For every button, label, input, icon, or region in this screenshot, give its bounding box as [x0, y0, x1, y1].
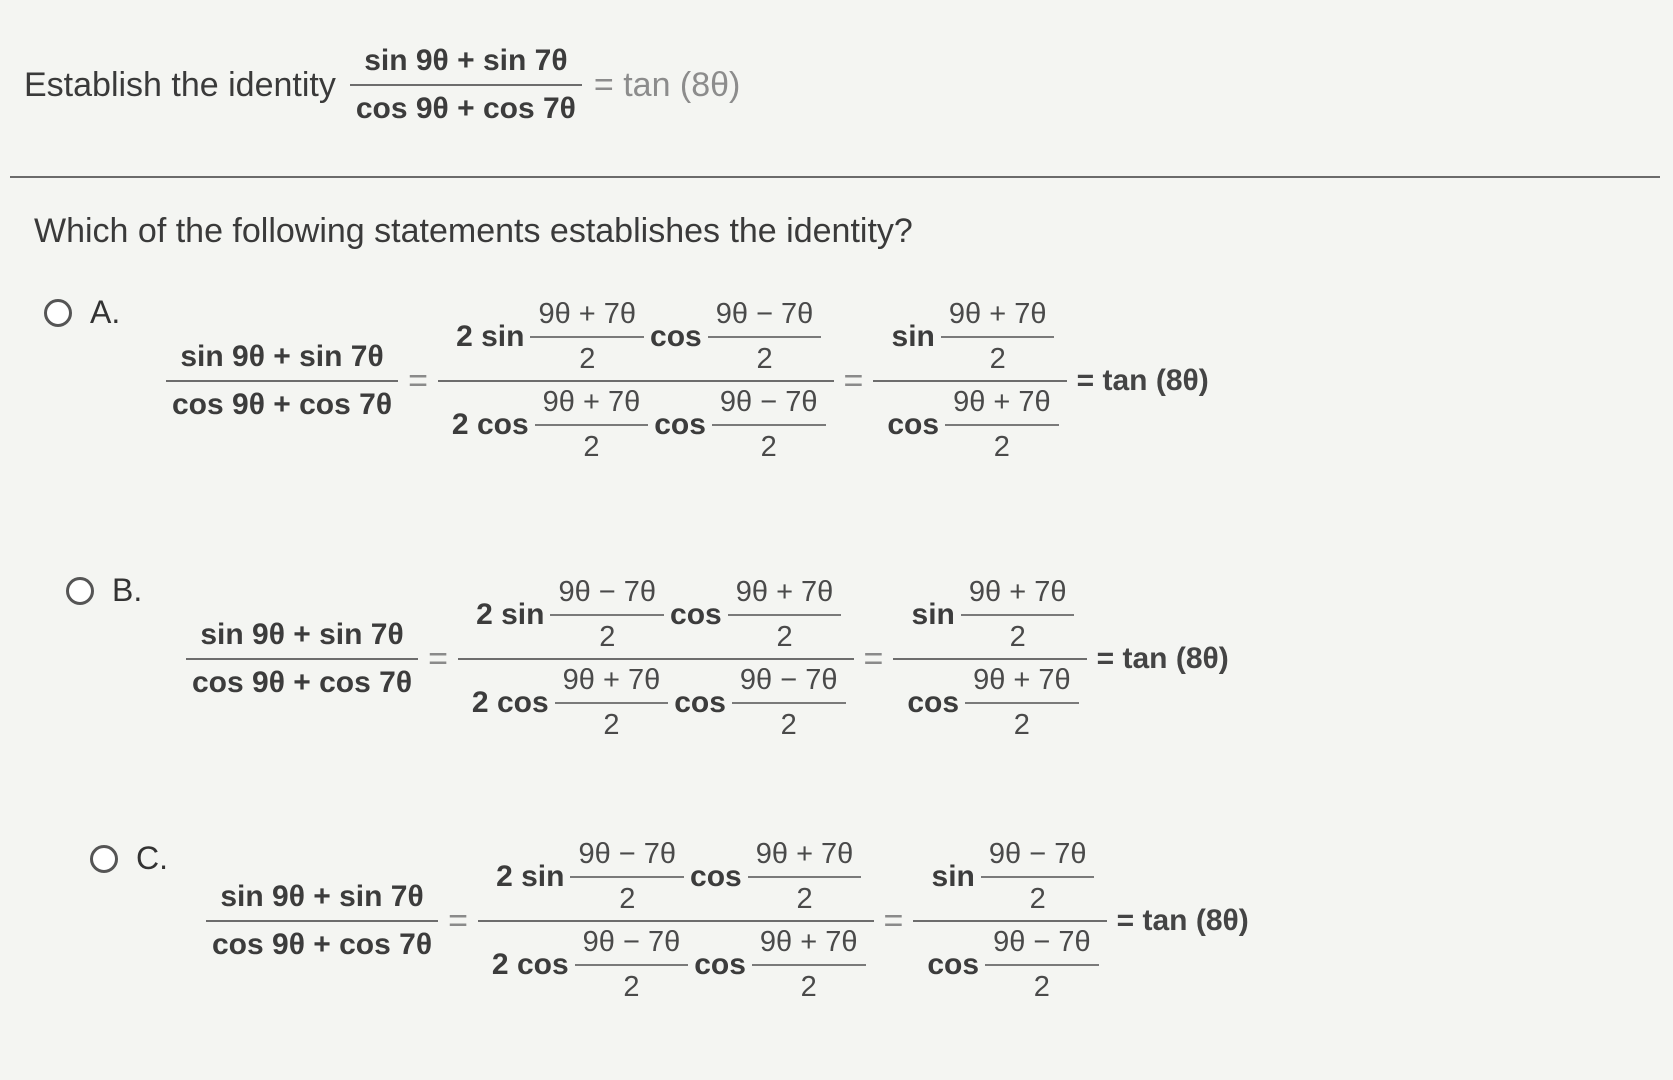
arg-num: 9θ + 7θ — [542, 386, 641, 418]
arg-num: 9θ − 7θ — [578, 838, 677, 870]
identity-prompt — [24, 44, 740, 126]
arg-fraction — [570, 838, 684, 916]
fn-label: sin — [891, 320, 935, 353]
option-c-radio[interactable] — [90, 845, 118, 873]
fn-label: cos — [670, 598, 722, 631]
option-c-right — [913, 838, 1106, 1004]
right-denominator — [873, 386, 1066, 464]
main-fraction-bar — [913, 920, 1106, 922]
header-denominator: cos 9θ + cos 7θ — [355, 92, 576, 125]
fn-label: cos — [927, 948, 980, 981]
arg-den: 2 — [619, 883, 636, 915]
fraction-bar — [752, 964, 866, 966]
arg-den: 2 — [796, 883, 813, 915]
arg-num: 9θ + 7θ — [735, 576, 834, 608]
main-fraction-bar — [873, 380, 1066, 382]
lhs-numerator: sin 9θ + sin 7θ — [180, 340, 384, 373]
equals-sign: = — [448, 901, 468, 940]
fraction-bar — [570, 876, 684, 878]
fraction-bar — [941, 336, 1055, 338]
fn-label: cos — [654, 408, 706, 441]
arg-fraction — [555, 664, 669, 742]
fn-label: cos — [907, 686, 960, 719]
arg-den: 2 — [780, 709, 797, 741]
fraction-bar — [575, 964, 689, 966]
arg-den: 2 — [989, 343, 1006, 375]
arg-den: 2 — [776, 621, 793, 653]
arg-fraction — [981, 838, 1095, 916]
arg-den: 2 — [1009, 621, 1026, 653]
fraction-bar — [965, 702, 1079, 704]
option-b-right — [893, 576, 1086, 742]
arg-num: 9θ + 7θ — [562, 664, 661, 696]
arg-den: 2 — [993, 431, 1010, 463]
equals-sign: = — [408, 361, 428, 400]
fraction-bar — [961, 614, 1075, 616]
main-fraction-bar — [478, 920, 874, 922]
lhs-denominator: cos 9θ + cos 7θ — [212, 928, 433, 961]
fraction-bar — [535, 424, 649, 426]
right-numerator — [893, 576, 1086, 654]
fraction-bar — [728, 614, 842, 616]
equals-sign: = — [843, 361, 864, 400]
middle-denominator — [438, 386, 834, 464]
option-b-middle — [458, 576, 854, 742]
equals-sign: = — [428, 639, 448, 678]
equals-sign: = — [883, 901, 904, 940]
right-numerator — [913, 838, 1106, 916]
arg-fraction — [535, 386, 649, 464]
arg-num: 9θ − 7θ — [993, 926, 1091, 958]
fn-label: 2 sin — [456, 320, 525, 353]
arg-den: 2 — [599, 621, 616, 653]
option-b-label: B. — [112, 572, 143, 608]
fn-label: 2 sin — [496, 860, 565, 893]
option-a-equation — [166, 298, 1209, 464]
fraction-bar — [166, 380, 398, 382]
arg-den: 2 — [579, 343, 596, 375]
arg-den: 2 — [1013, 709, 1030, 741]
arg-fraction — [712, 386, 826, 464]
arg-fraction — [728, 576, 842, 654]
header-numerator: sin 9θ + sin 7θ — [364, 44, 568, 77]
arg-num: 9θ + 7θ — [953, 386, 1051, 418]
fraction-bar — [350, 84, 582, 86]
right-numerator — [873, 298, 1066, 376]
fraction-bar — [945, 424, 1059, 426]
right-denominator — [913, 926, 1106, 1004]
option-a-choice[interactable] — [44, 294, 120, 331]
option-c-equation — [206, 838, 1249, 1004]
arg-num: 9θ − 7θ — [719, 386, 818, 418]
header-fraction — [350, 44, 582, 126]
arg-num: 9θ + 7θ — [973, 664, 1071, 696]
fraction-bar — [555, 702, 669, 704]
arg-fraction — [961, 576, 1075, 654]
arg-den: 2 — [603, 709, 620, 741]
fraction-bar — [712, 424, 826, 426]
main-fraction-bar — [438, 380, 834, 382]
option-b-lhs — [186, 618, 418, 700]
fn-label: cos — [650, 320, 702, 353]
option-a-result: = tan (8θ) — [1076, 364, 1209, 397]
arg-num: 9θ − 7θ — [582, 926, 681, 958]
main-fraction-bar — [893, 658, 1086, 660]
option-c-choice[interactable] — [90, 840, 168, 877]
arg-den: 2 — [760, 431, 777, 463]
arg-fraction — [945, 386, 1059, 464]
prompt-text: Establish the identity — [24, 65, 336, 104]
option-a-lhs — [166, 340, 398, 422]
fn-label: cos — [694, 948, 746, 981]
arg-fraction — [752, 926, 866, 1004]
arg-num: 9θ + 7θ — [948, 298, 1047, 330]
middle-numerator — [438, 298, 834, 376]
arg-num: 9θ − 7θ — [558, 576, 657, 608]
option-c-label: C. — [136, 840, 168, 876]
fn-label: 2 cos — [451, 408, 529, 441]
fn-label: cos — [674, 686, 726, 719]
fn-label: 2 sin — [476, 598, 545, 631]
arg-fraction — [965, 664, 1079, 742]
main-fraction-bar — [458, 658, 854, 660]
arg-num: 9θ + 7θ — [755, 838, 854, 870]
middle-numerator — [458, 576, 854, 654]
fn-label: 2 cos — [491, 948, 569, 981]
arg-fraction — [530, 298, 644, 376]
option-b-choice[interactable] — [66, 572, 142, 609]
fraction-bar — [550, 614, 664, 616]
lhs-denominator: cos 9θ + cos 7θ — [192, 666, 413, 699]
option-c-middle — [478, 838, 874, 1004]
fn-label: sin — [931, 860, 975, 893]
equals-sign: = — [863, 639, 884, 678]
fraction-bar — [732, 702, 846, 704]
option-a-radio[interactable] — [44, 299, 72, 327]
fraction-bar — [748, 876, 862, 878]
option-c-result: = tan (8θ) — [1116, 904, 1249, 937]
option-c-lhs — [206, 880, 438, 962]
fraction-bar — [981, 876, 1095, 878]
arg-fraction — [985, 926, 1099, 1004]
fraction-bar — [985, 964, 1099, 966]
arg-num: 9θ − 7θ — [715, 298, 814, 330]
fraction-bar — [186, 658, 418, 660]
lhs-denominator: cos 9θ + cos 7θ — [172, 388, 393, 421]
arg-den: 2 — [583, 431, 600, 463]
arg-num: 9θ − 7θ — [739, 664, 838, 696]
middle-numerator — [478, 838, 874, 916]
fraction-bar — [708, 336, 822, 338]
lhs-numerator: sin 9θ + sin 7θ — [200, 618, 404, 651]
arg-den: 2 — [800, 971, 817, 1003]
fn-label: cos — [690, 860, 742, 893]
option-a-label: A. — [90, 294, 121, 330]
header-rhs: = tan (8θ) — [593, 65, 741, 104]
arg-fraction — [575, 926, 689, 1004]
divider — [10, 176, 1660, 178]
arg-den: 2 — [1033, 971, 1050, 1003]
arg-den: 2 — [1029, 883, 1046, 915]
fn-label: 2 cos — [471, 686, 549, 719]
option-b-equation — [186, 576, 1229, 742]
arg-num: 9θ + 7θ — [538, 298, 637, 330]
fraction-bar — [530, 336, 644, 338]
fraction-bar — [206, 920, 438, 922]
middle-denominator — [458, 664, 854, 742]
option-a-right — [873, 298, 1066, 464]
arg-den: 2 — [756, 343, 773, 375]
arg-fraction — [708, 298, 822, 376]
arg-fraction — [748, 838, 862, 916]
right-denominator — [893, 664, 1086, 742]
question-text: Which of the following statements establishes the identity? — [34, 212, 913, 250]
arg-num: 9θ + 7θ — [759, 926, 858, 958]
arg-num: 9θ − 7θ — [988, 838, 1087, 870]
option-b-radio[interactable] — [66, 577, 94, 605]
arg-fraction — [941, 298, 1055, 376]
arg-fraction — [732, 664, 846, 742]
option-a-middle — [438, 298, 834, 464]
lhs-numerator: sin 9θ + sin 7θ — [220, 880, 424, 913]
option-b-result: = tan (8θ) — [1096, 642, 1229, 675]
middle-denominator — [478, 926, 874, 1004]
arg-num: 9θ + 7θ — [968, 576, 1067, 608]
fn-label: sin — [911, 598, 955, 631]
fn-label: cos — [887, 408, 940, 441]
arg-fraction — [550, 576, 664, 654]
arg-den: 2 — [623, 971, 640, 1003]
